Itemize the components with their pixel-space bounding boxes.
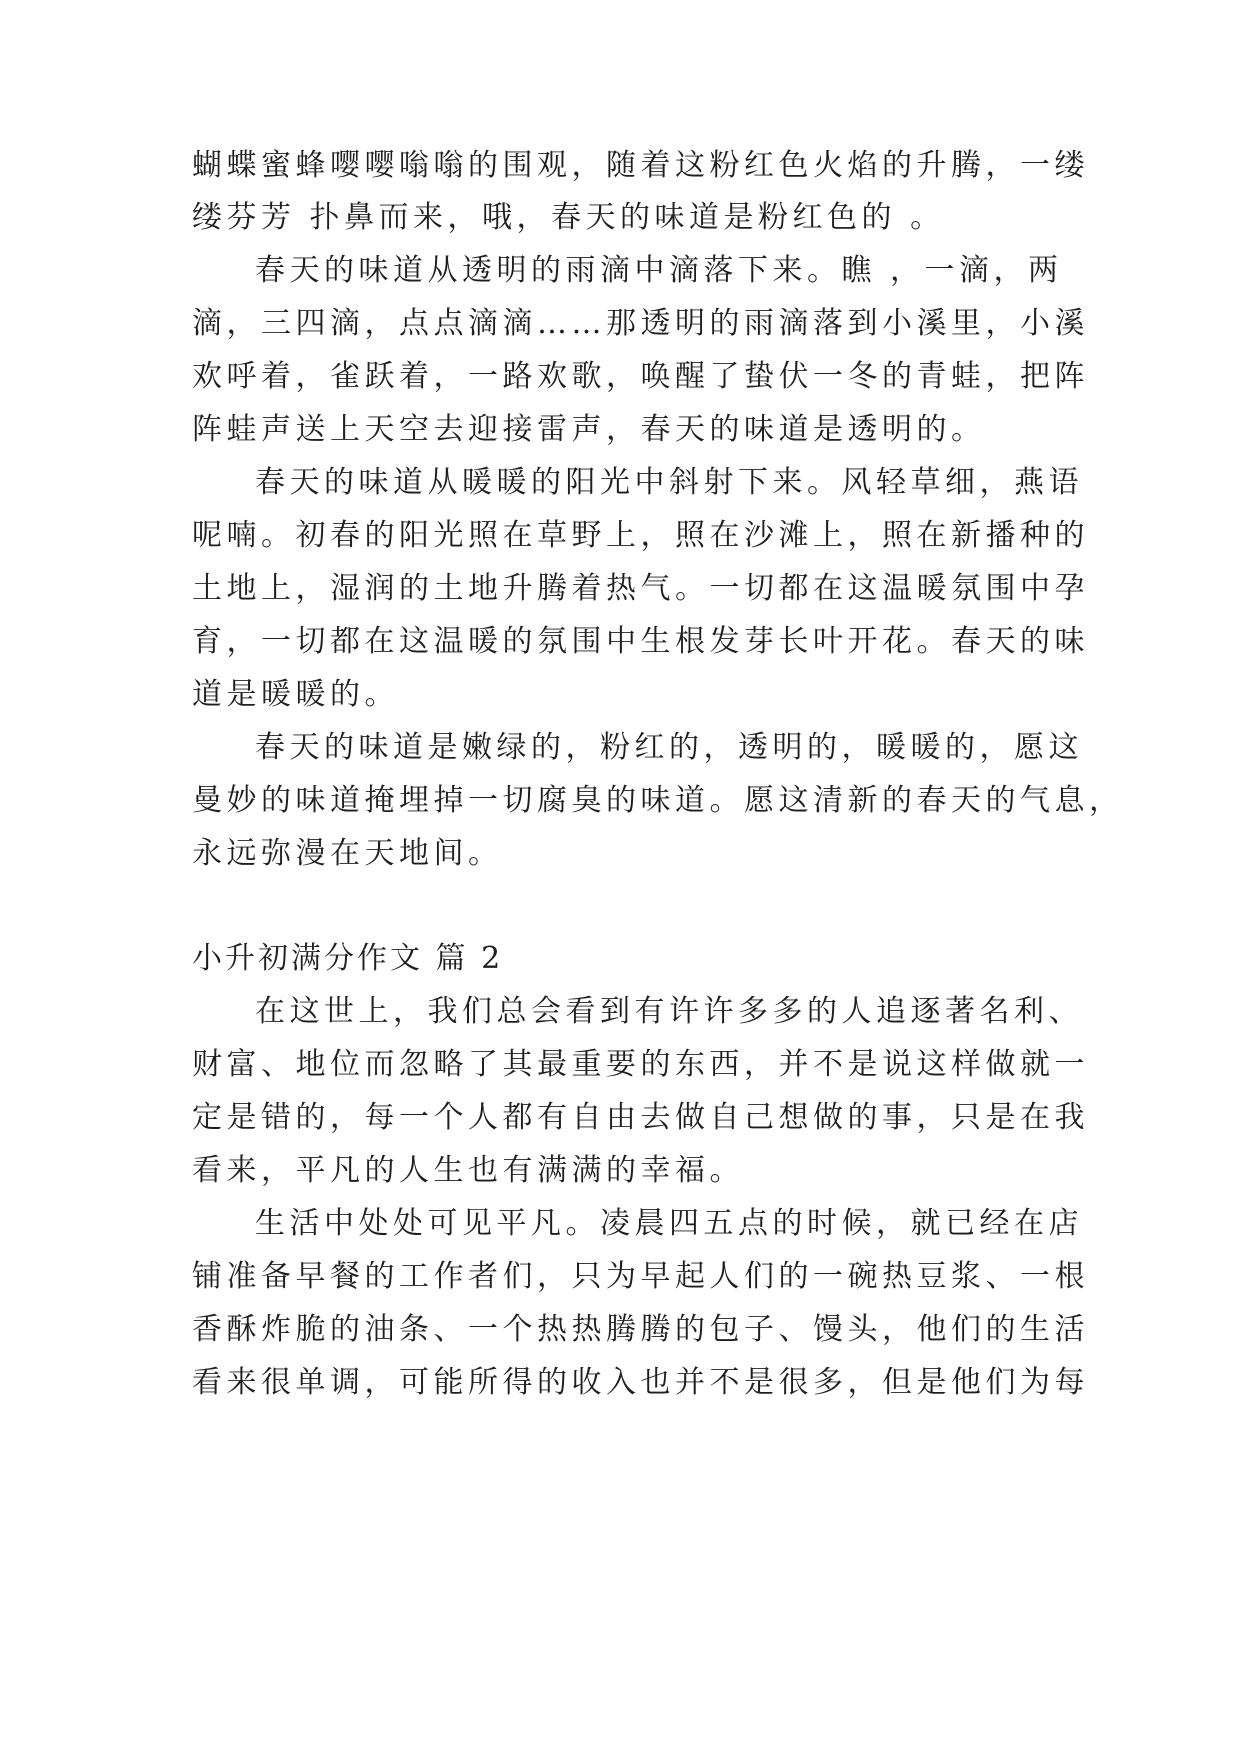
paragraph-start-line: 生活中处处可见平凡。凌晨四五点的时候，就已经在店 <box>255 1206 1083 1241</box>
text-line: 永远弥漫在天地间。 <box>192 836 503 871</box>
text-line: 财富、地位而忽略了其最重要的东西，并不是说这样做就一 <box>192 1047 1089 1082</box>
text-line: 滴，三四滴，点点滴滴……那透明的雨滴落到小溪里，小溪 <box>192 306 1089 341</box>
paragraph-start-line: 在这世上，我们总会看到有许许多多的人追逐著名利、 <box>255 994 1083 1029</box>
text-line: 看来很单调，可能所得的收入也并不是很多，但是他们为每 <box>192 1365 1089 1400</box>
text-line: 蝴蝶蜜蜂嘤嘤嗡嗡的围观，随着这粉红色火焰的升腾，一缕 <box>192 148 1089 183</box>
text-line: 曼妙的味道掩埋掉一切腐臭的味道。愿这清新的春天的气息， <box>192 783 1124 818</box>
paragraph-start-line: 春天的味道从透明的雨滴中滴落下来。瞧 ，一滴，两 <box>255 253 1063 288</box>
paragraph-start-line: 春天的味道是嫩绿的，粉红的，透明的，暖暖的，愿这 <box>255 730 1083 765</box>
text-line: 看来，平凡的人生也有满满的幸福。 <box>192 1153 744 1188</box>
text-line: 欢呼着，雀跃着，一路欢歌，唤醒了蛰伏一冬的青蛙，把阵 <box>192 359 1089 394</box>
text-line: 土地上，湿润的土地升腾着热气。一切都在这温暖氛围中孕 <box>192 571 1089 606</box>
text-line: 育，一切都在这温暖的氛围中生根发芽长叶开花。春天的味 <box>192 624 1089 659</box>
paragraph-start-line: 春天的味道从暖暖的阳光中斜射下来。风轻草细，燕语 <box>255 465 1083 500</box>
text-line: 香酥炸脆的油条、一个热热腾腾的包子、馒头，他们的生活 <box>192 1312 1089 1347</box>
text-line: 缕芬芳 扑鼻而来，哦，春天的味道是粉红色的 。 <box>192 200 945 235</box>
section-heading: 小升初满分作文 篇 2 <box>192 941 504 976</box>
text-line: 铺准备早餐的工作者们，只为早起人们的一碗热豆浆、一根 <box>192 1259 1089 1294</box>
text-line: 道是暖暖的。 <box>192 677 399 712</box>
text-line: 定是错的，每一个人都有自由去做自己想做的事，只是在我 <box>192 1100 1089 1135</box>
text-line: 呢喃。初春的阳光照在草野上，照在沙滩上，照在新播种的 <box>192 518 1089 553</box>
text-line: 阵蛙声送上天空去迎接雷声，春天的味道是透明的。 <box>192 412 986 447</box>
